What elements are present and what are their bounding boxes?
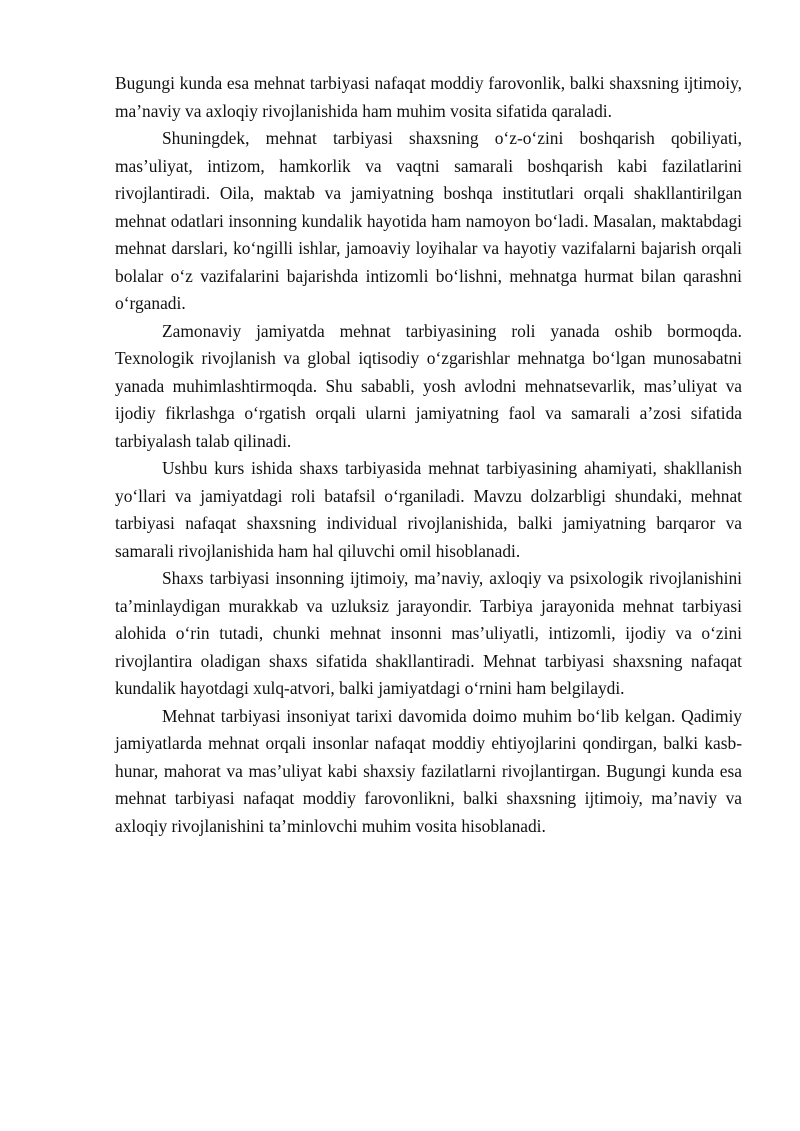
document-page [115,70,742,840]
paragraph-course-purpose: Ushbu kurs ishida shaxs tarbiyasida mehnat tarbiyasining ahamiyati, shakllanish yo‘llari va jamiyatdagi roli batafsil o‘rganiladi. Mavzu dolzarbligi shundaki, mehnat tarbiyasi nafaqat shaxsning individual rivojlanishida, balki jamiyatning barqaror va samarali rivojlanishida ham hal qiluvchi omil hisoblanadi. [115,458,742,561]
paragraph-history: Mehnat tarbiyasi insoniyat tarixi davomida doimo muhim bo‘lib kelgan. Qadimiy jamiyatlarda mehnat orqali insonlar nafaqat moddiy ehtiyojlarini qondirgan, balki kasb-hunar, mahorat va mas’uliyat kabi shaxsiy fazilatlarni rivojlantirgan. Bugungi kunda esa mehnat tarbiyasi nafaqat moddiy farovonlikni, balki shaxsning ijtimoiy, ma’naviy va axloqiy rivojlanishini ta’minlovchi muhim vosita hisoblanadi. [115,705,742,836]
paragraph-continuation: Bugungi kunda esa mehnat tarbiyasi nafaqat moddiy farovonlik, balki shaxsning ijtimoiy, ma’naviy va axloqiy rivojlanishida ham muhim vosita sifatida qaraladi. [115,73,742,121]
paragraph-modern-society: Zamonaviy jamiyatda mehnat tarbiyasining roli yanada oshib bormoqda. Texnologik rivojlanish va global iqtisodiy o‘zgarishlar mehnatga bo‘lgan munosabatni yanada muhimlashtirmoqda. Shu sababli, yosh avlodni mehnatsevarlik, mas’uliyat va ijodiy fikrlashga o‘rgatish orqali ularni jamiyatning faol va samarali a’zosi sifatida tarbiyalash talab qilinadi. [115,320,742,451]
paragraph-self-management: Shuningdek, mehnat tarbiyasi shaxsning o‘z-o‘zini boshqarish qobiliyati, mas’uliyat, intizom, hamkorlik va vaqtni samarali boshqarish kabi fazilatlarini rivojlantiradi. Oila, maktab va jamiyatning boshqa institutlari orqali shakllantirilgan mehnat odatlari insonning kundalik hayotida ham namoyon bo‘ladi. Masalan, maktabdagi mehnat darslari, ko‘ngilli ishlar, jamoaviy loyihalar va hayotiy vazifalarni bajarish orqali bolalar o‘z vazifalarini bajarishda intizomli bo‘lishni, mehnatga hurmat bilan qarashni o‘rganadi. [115,128,742,313]
paragraph-personality-education: Shaxs tarbiyasi insonning ijtimoiy, ma’naviy, axloqiy va psixologik rivojlanishini ta’minlaydigan murakkab va uzluksiz jarayondir. Tarbiya jarayonida mehnat tarbiyasi alohida o‘rin tutadi, chunki mehnat insonni mas’uliyatli, intizomli, ijodiy va o‘zini rivojlantira oladigan shaxs sifatida shakllantiradi. Mehnat tarbiyasi shaxsning nafaqat kundalik hayotdagi xulq-atvori, balki jamiyatdagi o‘rnini ham belgilaydi. [115,568,742,698]
